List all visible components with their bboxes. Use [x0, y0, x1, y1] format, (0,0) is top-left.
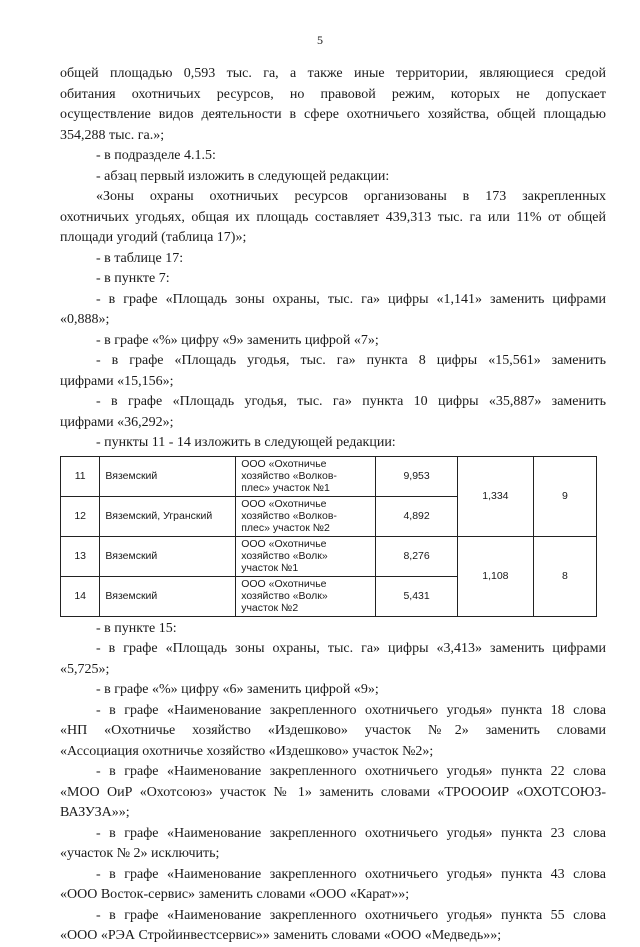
text-line: цифрами «36,292»; [60, 414, 174, 430]
data-table [60, 456, 597, 617]
text-line: «МОО ОиР «Охотсоюз» участок № 1» заменить словами «ТРОООИР «ОХОТСОЮЗ- [60, 784, 606, 800]
text-line: 354,288 тыс. га.»; [60, 127, 165, 143]
text-line: - в графе «Наименование закрепленного охотничьего угодья» пункта 22 слова [96, 764, 606, 779]
cell-percent: 9 [533, 456, 596, 536]
cell-district: Вяземский [100, 456, 236, 496]
text-line: - в графе «Наименование закрепленного охотничьего угодья» пункта 55 слова [96, 907, 606, 923]
text-line: - в графе «Наименование закрепленного охотничьего угодья» пункта 18 слова [96, 702, 606, 718]
table-row [61, 456, 597, 496]
text-line: «участок № 2» исключить; [60, 846, 220, 861]
cell-name: ООО «Охотничье хозяйство «Волков- плес» участок №2 [236, 496, 376, 536]
cell-area: 4,892 [376, 496, 458, 536]
text-line: обитания охотничьих ресурсов, но правовой режим, которых не допускает [60, 86, 606, 102]
cell-district: Вяземский, Угранский [100, 496, 236, 536]
cell-name: ООО «Охотничье хозяйство «Волк» участок №1 [236, 536, 376, 576]
cell-district: Вяземский [100, 576, 236, 616]
cell-percent: 8 [533, 536, 596, 616]
table-row [61, 536, 597, 576]
cell-area: 9,953 [376, 456, 458, 496]
text-line: охотничьих угодьях, общая их площадь составляет 439,313 тыс. га или 11% от общей [60, 209, 606, 225]
text-line: - в подразделе 4.1.5: [96, 148, 216, 163]
cell-district: Вяземский [100, 536, 236, 576]
text-line: «ООО Восток-сервис» заменить словами «ООО «Карат»»; [60, 887, 410, 902]
text-line: - в графе «Наименование закрепленного охотничьего угодья» пункта 43 слова [96, 866, 606, 882]
text-line: «ООО «РЭА Стройинвестсервис»» заменить словами «ООО «Медведь»»; [60, 928, 502, 943]
cell-num: 13 [61, 536, 100, 576]
cell-area: 8,276 [376, 536, 458, 576]
text-line: осуществление видов деятельности в сфере охотничьего хозяйства, общей площадью [60, 107, 606, 122]
text-line: - в графе «Площадь зоны охраны, тыс. га» цифры «3,413» заменить цифрами [96, 641, 606, 656]
page-number: 5 [317, 33, 323, 47]
text-line: - в графе «%» цифру «6» заменить цифрой «9»; [96, 682, 379, 697]
text-line: «0,888»; [60, 312, 110, 327]
text-line: - пункты 11 - 14 изложить в следующей редакции: [96, 435, 396, 450]
text-line: цифрами «15,156»; [60, 373, 174, 389]
text-line: «НП «Охотничье хозяйство «Издешково» участок №2» заменить словами [60, 723, 606, 738]
text-line: - абзац первый изложить в следующей редакции: [96, 168, 390, 184]
text-line: - в пункте 15: [96, 620, 177, 636]
cell-num: 11 [61, 456, 100, 496]
cell-name: ООО «Охотничье хозяйство «Волк» участок №2 [236, 576, 376, 616]
text-line: «Зоны охраны охотничьих ресурсов организованы в 173 закрепленных [96, 189, 606, 204]
text-line: - в графе «Площадь угодья, тыс. га» пункта 10 цифры «35,887» заменить [96, 394, 606, 409]
text-line: «5,725»; [60, 661, 110, 677]
text-line: - в графе «Площадь зоны охраны, тыс. га» цифры «1,141» заменить цифрами [96, 291, 606, 307]
text-line: ВАЗУЗА»»; [60, 805, 130, 820]
text-line: «Ассоциация охотничье хозяйство «Издешково» участок №2»; [60, 743, 434, 759]
text-line: - в графе «Наименование закрепленного охотничьего угодья» пункта 23 слова [96, 825, 606, 841]
cell-num: 12 [61, 496, 100, 536]
text-line: площади угодий (таблица 17)»; [60, 230, 247, 245]
cell-zone-area: 1,334 [458, 456, 534, 536]
cell-area: 5,431 [376, 576, 458, 616]
text-line: - в графе «%» цифру «9» заменить цифрой «7»; [96, 332, 379, 348]
text-line: - в пункте 7: [96, 271, 170, 286]
cell-zone-area: 1,108 [458, 536, 534, 616]
text-line: - в графе «Площадь угодья, тыс. га» пункта 8 цифры «15,561» заменить [96, 353, 606, 368]
text-line: общей площадью 0,593 тыс. га, а также иные территории, являющиеся средой [60, 66, 606, 81]
text-line: - в таблице 17: [96, 250, 184, 266]
cell-num: 14 [61, 576, 100, 616]
cell-name: ООО «Охотничье хозяйство «Волков- плес» участок №1 [236, 456, 376, 496]
